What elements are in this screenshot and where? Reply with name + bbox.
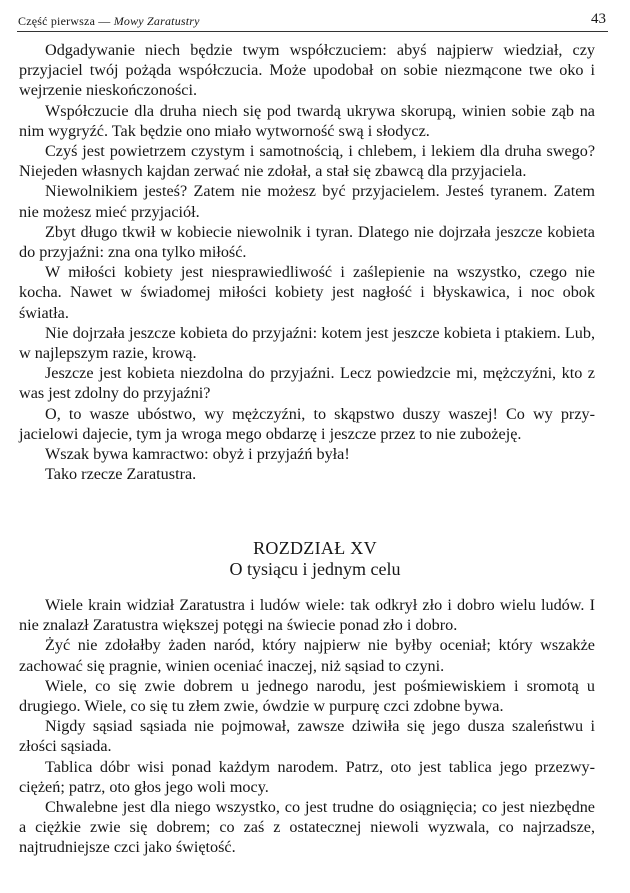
paragraph: Czyś jest powietrzem czystym i samotnością, i chlebem, i lekiem dla druha swego? Niejeden własnych kajdan zerwać nie zdołał, a stał się zbawcą dla przyjaciela.: [19, 142, 595, 181]
paragraph: Wiele, co się zwie dobrem u jednego narodu, jest pośmiewiskiem i sromotą u drugiego. Wiele, co się tu złem zwie, ówdzie w purpurę czci zdobne bywa.: [19, 676, 595, 716]
page-number: 43: [591, 11, 606, 27]
section-text-1: [19, 40, 595, 484]
paragraph: Wiele krain widział Zaratustra i ludów wiele: tak odkrył zło i dobro wielu ludów. I nie znalazł Zaratustra większej potęgi na świecie ponad zło i dobro.: [19, 596, 595, 635]
paragraph: Zbyt długo tkwił w kobiecie niewolnik i tyran. Dlatego nie dojrzała jeszcze kobieta do przyjaźni: zna ona tylko miłość.: [19, 222, 595, 262]
chapter-title: O tysiącu i jednym celu: [229, 559, 401, 579]
paragraph: Żyć nie zdołałby żaden naród, który najpierw nie byłby oceniał; który wszakże zachować się pragnie, winien oceniać inaczej, niż sąsiad to czyni.: [19, 636, 595, 675]
paragraph: Współczucie dla druha niech się pod twardą ukrywa skorupą, winien sobie ząb na nim wygryźć. Tak będzie ono miało wytworność swą i słodycz.: [19, 101, 595, 140]
paragraph: W miłości kobiety jest niesprawiedliwość i zaślepienie na wszystko, czego nie kocha. Nawet w świadomej miłości kobiety jest nagłość i błyskawica, i noc obok światła.: [19, 263, 595, 322]
paragraph: Tako rzecze Zaratustra.: [45, 465, 197, 484]
paragraph: Nigdy sąsiad sąsiada nie pojmował, zawsze dziwiła się jego dusza szaleństwu i złości sąsiada.: [19, 717, 595, 756]
paragraph: Tablica dóbr wisi ponad każdym narodem. Patrz, oto jest tablica jego przezwyciężeń; patrz, oto głos jego woli mocy.: [19, 757, 595, 796]
paragraph: Chwalebne jest dla niego wszystko, co jest trudne do osiągnięcia; co jest niezbędne a ciężkie zwie się dobrem; co zaś z ostatecznej niewoli wyzwala, co najrzadsze, najtrudniejsze czci jako świętość.: [19, 798, 595, 857]
header-rule: [17, 31, 608, 32]
header-part-title: [18, 14, 200, 29]
paragraph: Nie dojrzała jeszcze kobieta do przyjaźni: kotem jest jeszcze kobieta i ptakiem. Lub, w najlepszym razie, krową.: [19, 323, 595, 363]
section-text-2: [19, 595, 595, 858]
header-part-label: Część pierwsza —: [18, 14, 111, 28]
running-header: [18, 8, 606, 30]
paragraph: Wszak bywa kamractwo: obyż i przyjaźń była!: [45, 445, 350, 464]
paragraph: Jeszcze jest kobieta niezdolna do przyjaźni. Lecz powiedzcie mi, mężczyźni, kto z was jest zdolny do przyjaźni?: [19, 364, 595, 403]
paragraph: Odgadywanie niech będzie twym współczuciem: abyś najpierw wiedział, czy przyjaciel twój pożąda współczucia. Może upodobał on sobie niezmącone twe oko i wejrzenie nieskończoności.: [19, 41, 595, 100]
paragraph: Niewolnikiem jesteś? Zatem nie możesz być przyjacielem. Jesteś tyranem. Zatem nie możesz mieć przyjaciół.: [19, 182, 595, 221]
chapter-number: ROZDZIAŁ XV: [253, 538, 377, 558]
paragraph: O, to wasze ubóstwo, wy mężczyźni, to skąpstwo duszy waszej! Co wy przyjacielowi dajecie, tym ja wroga mego obdarzę i jeszcze przez to nie zubożeję.: [19, 404, 595, 443]
header-book-title: Mowy Zaratustry: [113, 14, 200, 28]
